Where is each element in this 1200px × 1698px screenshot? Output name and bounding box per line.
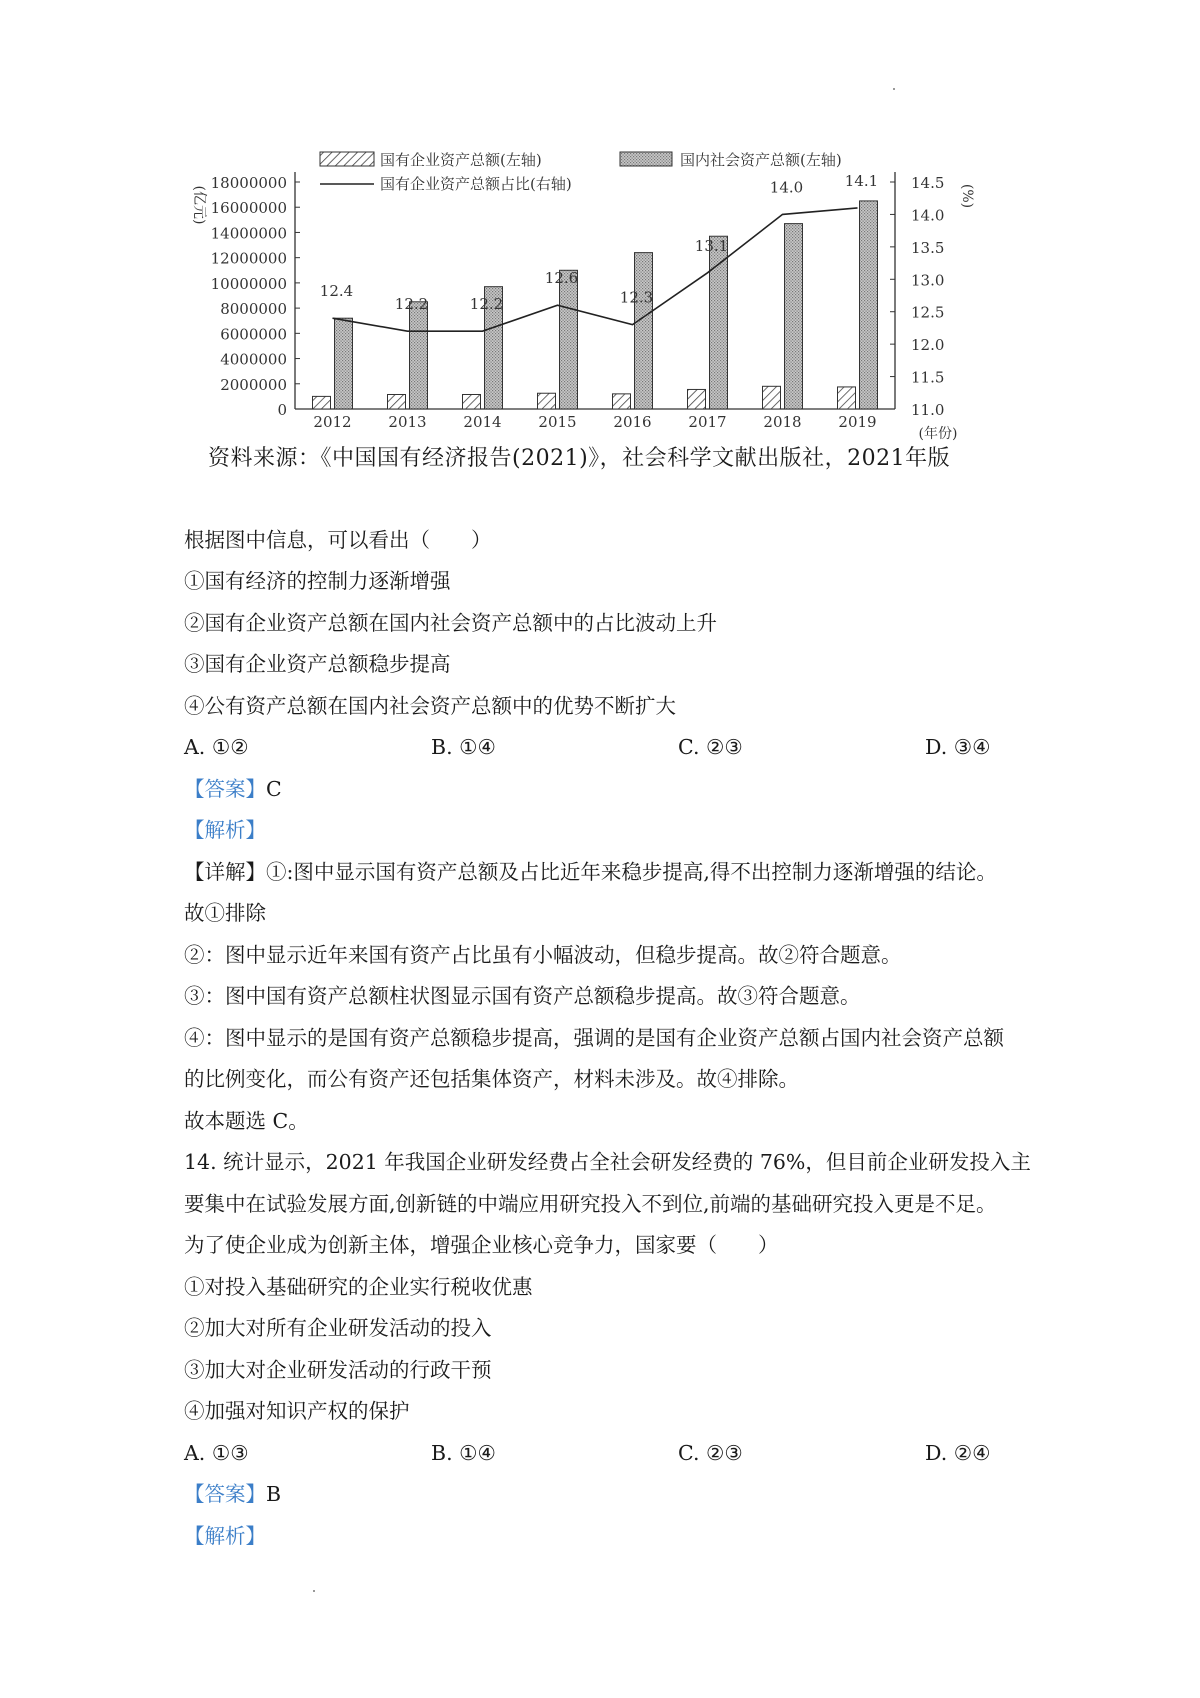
left-tick-label: 10000000 (210, 274, 287, 293)
scan-speck (313, 1590, 315, 1592)
q13-option-d: D. ③④ (925, 735, 991, 759)
chart-source: 资料来源：《中国国有经济报告(2021)》，社会科学文献出版社，2021年版 (208, 446, 951, 471)
left-tick-label: 4000000 (220, 350, 287, 369)
q13-stem: 根据图中信息，可以看出（ ） (184, 528, 492, 552)
q13-item-1: ①国有经济的控制力逐渐增强 (184, 569, 451, 593)
legend-label-state-assets: 国有企业资产总额(左轴) (380, 151, 542, 169)
q13-item-3: ③国有企业资产总额稳步提高 (184, 652, 451, 676)
legend-label-ratio: 国有企业资产总额占比(右轴) (380, 175, 572, 193)
ratio-data-label: 12.3 (619, 288, 654, 307)
q13-detail-1 (184, 858, 997, 886)
q13-detail-4: ③：图中国有资产总额柱状图显示国有资产总额稳步提高。故③符合题意。 (184, 984, 861, 1008)
left-tick-label: 12000000 (210, 249, 287, 268)
right-tick-label: 11.0 (911, 401, 945, 419)
q13-detail-2: 故①排除 (184, 901, 266, 925)
q13-detail-5: ④：图中显示的是国有资产总额稳步提高，强调的是国有企业资产总额占国内社会资产总额 (184, 1026, 1004, 1050)
q13-answer-value: C (266, 777, 282, 801)
bar-total-assets (635, 253, 653, 409)
q14-option-d: D. ②④ (925, 1441, 991, 1465)
ratio-data-label: 12.6 (544, 269, 579, 288)
bar-state-assets (838, 387, 856, 409)
left-tick-label: 0 (277, 401, 287, 419)
x-axis-label: (年份) (918, 426, 958, 442)
x-tick-label: 2019 (838, 413, 877, 431)
q13-analysis-tag: 【解析】 (184, 818, 266, 842)
q13-detail-6: 的比例变化，而公有资产还包括集体资产，材料未涉及。故④排除。 (184, 1067, 799, 1091)
bar-total-assets (560, 270, 578, 409)
q14-item-1: ①对投入基础研究的企业实行税收优惠 (184, 1275, 533, 1299)
q14-stem-2: 要集中在试验发展方面,创新链的中端应用研究投入不到位,前端的基础研究投入更是不足。 (184, 1192, 997, 1216)
right-tick-label: 12.5 (911, 303, 945, 322)
ratio-data-label: 12.2 (469, 295, 504, 314)
left-tick-label: 16000000 (210, 199, 287, 218)
ratio-data-label: 12.4 (319, 282, 354, 301)
bar-total-assets (410, 302, 428, 409)
x-tick-label: 2015 (538, 413, 577, 431)
q13-detail-tag: 【详解】 (184, 860, 266, 884)
left-tick-label: 14000000 (210, 224, 287, 243)
left-axis-label: (亿元) (191, 185, 207, 225)
bar-state-assets (463, 394, 481, 409)
q13-answer (184, 775, 282, 803)
q14-option-c: C. ②③ (678, 1441, 743, 1465)
q13-option-c: C. ②③ (678, 735, 743, 759)
right-tick-label: 12.0 (911, 336, 945, 355)
bar-state-assets (538, 393, 556, 409)
x-tick-label: 2017 (688, 413, 727, 431)
legend-swatch-total-assets (620, 152, 672, 166)
bar-total-assets (860, 201, 878, 409)
bar-total-assets (335, 318, 353, 409)
bar-state-assets (763, 386, 781, 409)
right-tick-label: 11.5 (911, 368, 945, 387)
q13-option-a: A. ①② (184, 735, 249, 759)
right-axis-label: (%) (959, 183, 975, 209)
right-tick-label: 14.5 (911, 174, 945, 192)
legend-swatch-state-assets (320, 152, 374, 166)
q14-stem-1: 14. 统计显示，2021 年我国企业研发经费占全社会研发经费的 76%，但目前企业研发投入主 (184, 1150, 1031, 1174)
left-tick-label: 2000000 (220, 375, 287, 394)
x-tick-label: 2013 (388, 413, 427, 431)
x-tick-label: 2016 (613, 413, 652, 431)
q14-options (184, 1439, 1044, 1467)
q14-option-b: B. ①④ (431, 1441, 496, 1465)
ratio-data-label: 14.1 (844, 171, 879, 190)
q13-option-b: B. ①④ (431, 735, 496, 759)
q14-item-4: ④加强对知识产权的保护 (184, 1399, 410, 1423)
q13-options (184, 733, 1044, 761)
right-tick-label: 14.0 (911, 206, 945, 225)
ratio-data-label: 13.1 (694, 236, 729, 255)
q14-item-2: ②加大对所有企业研发活动的投入 (184, 1316, 492, 1340)
legend-label-total-assets: 国内社会资产总额(左轴) (680, 151, 842, 169)
q13-answer-tag: 【答案】 (184, 777, 266, 801)
scan-speck (893, 88, 895, 90)
q13-conclusion: 故本题选 C。 (184, 1109, 309, 1133)
q14-stem-3: 为了使企业成为创新主体，增强企业核心竞争力，国家要（ ） (184, 1233, 779, 1257)
bar-total-assets (710, 236, 728, 409)
bar-total-assets (785, 224, 803, 409)
left-tick-label: 8000000 (220, 300, 287, 319)
bar-state-assets (688, 389, 706, 409)
q13-detail-1-text: ①:图中显示国有资产总额及占比近年来稳步提高,得不出控制力逐渐增强的结论。 (266, 860, 997, 884)
q14-answer-tag: 【答案】 (184, 1482, 266, 1506)
right-tick-label: 13.5 (911, 238, 945, 257)
q13-detail-3: ②：图中显示近年来国有资产占比虽有小幅波动，但稳步提高。故②符合题意。 (184, 943, 902, 967)
x-tick-label: 2012 (313, 413, 352, 431)
ratio-data-label: 12.2 (394, 295, 429, 314)
chart (0, 0, 1200, 442)
q14-analysis-tag: 【解析】 (184, 1524, 266, 1548)
left-tick-label: 6000000 (220, 325, 287, 344)
ratio-data-label: 14.0 (769, 178, 804, 197)
x-tick-label: 2014 (463, 413, 502, 431)
x-tick-label: 2018 (763, 413, 802, 431)
q14-item-3: ③加大对企业研发活动的行政干预 (184, 1358, 492, 1382)
chart-svg (0, 0, 1200, 442)
left-tick-label: 18000000 (210, 174, 287, 192)
q13-item-4: ④公有资产总额在国内社会资产总额中的优势不断扩大 (184, 694, 676, 718)
q14-answer (184, 1480, 281, 1508)
bar-state-assets (313, 396, 331, 409)
bar-state-assets (388, 394, 406, 409)
q14-option-a: A. ①③ (184, 1441, 249, 1465)
bar-state-assets (613, 394, 631, 409)
q14-answer-value: B (266, 1482, 282, 1506)
q13-item-2: ②国有企业资产总额在国内社会资产总额中的占比波动上升 (184, 611, 717, 635)
right-tick-label: 13.0 (911, 271, 945, 290)
